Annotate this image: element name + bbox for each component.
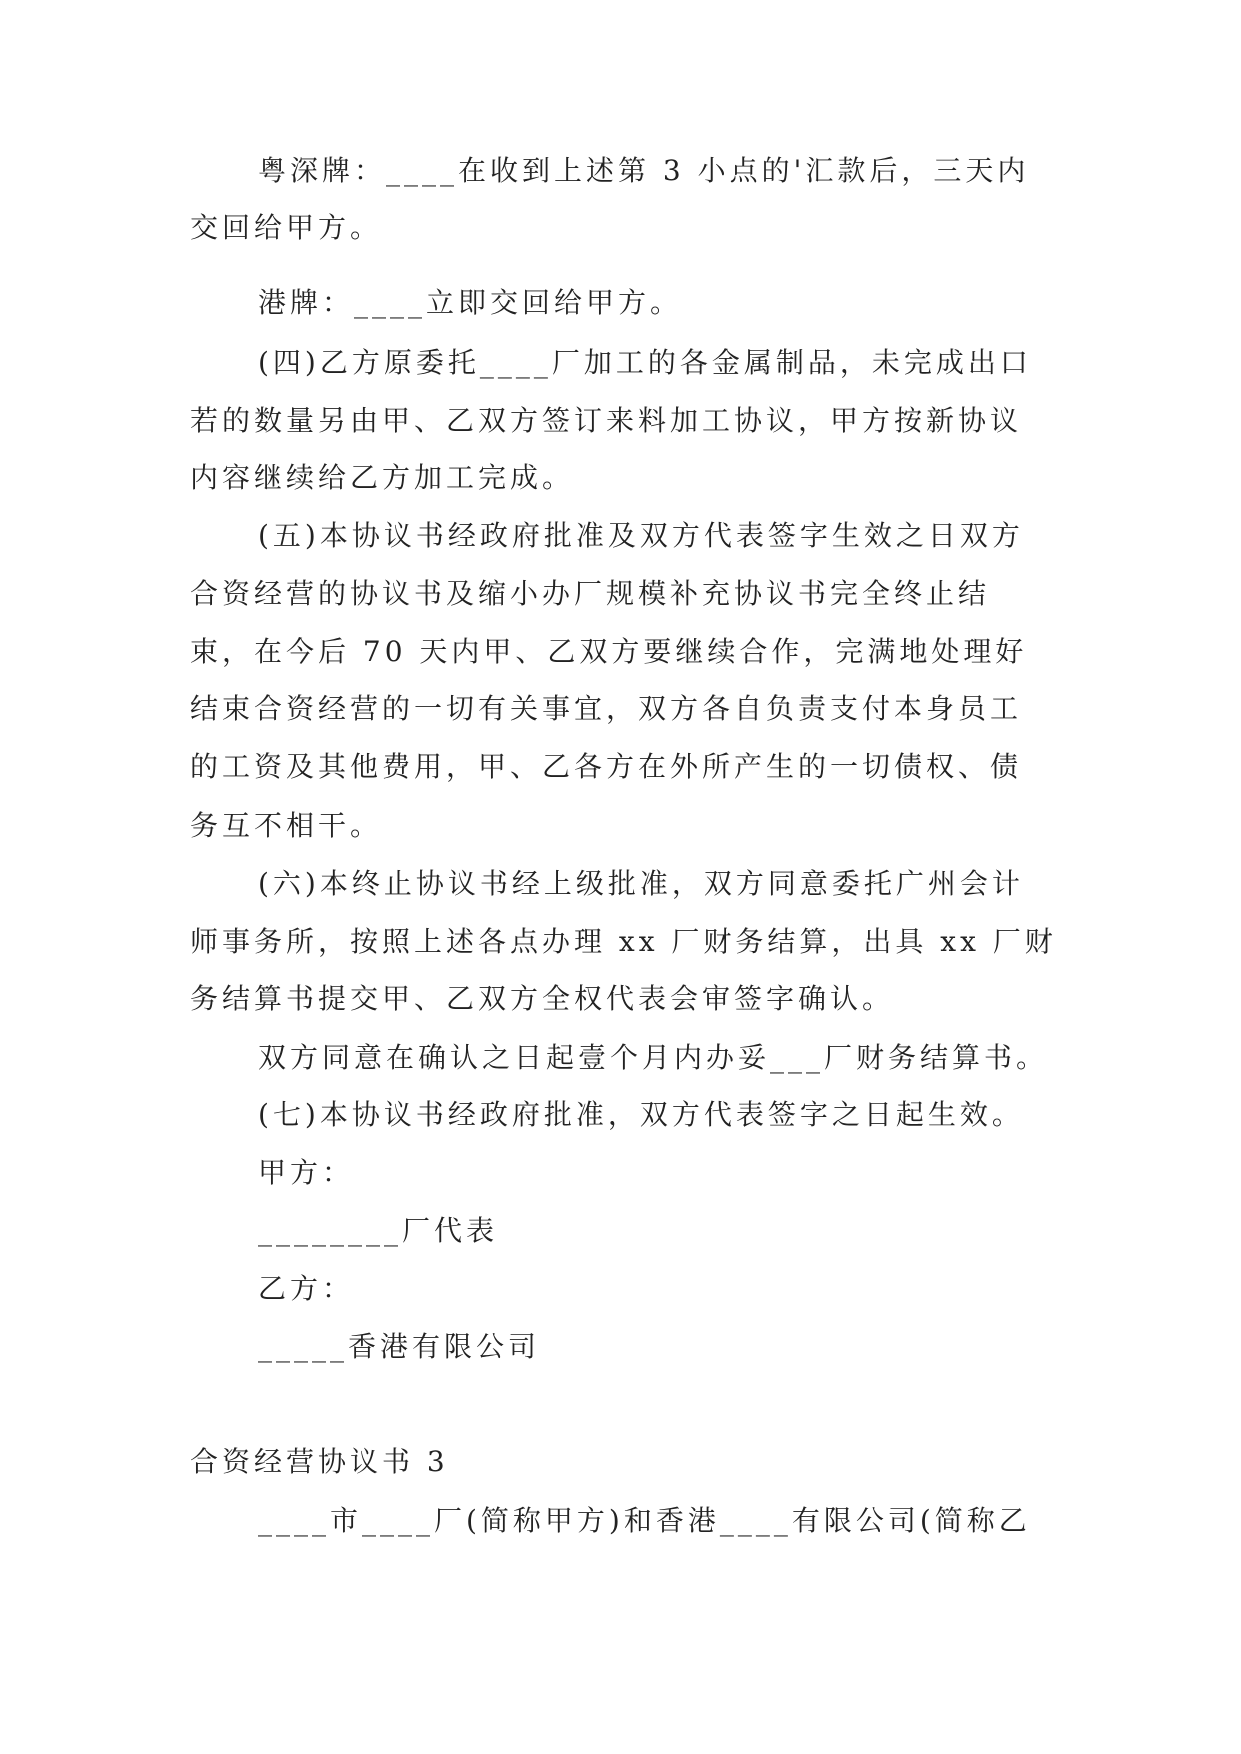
paragraph-line: 交回给甲方。	[190, 211, 383, 244]
paragraph-line: 合资经营的协议书及缩小办厂规模补充协议书完全终止结	[190, 577, 991, 610]
paragraph-line: 内容继续给乙方加工完成。	[190, 461, 575, 494]
signature-line: ________厂代表	[258, 1214, 499, 1247]
paragraph-line: 粤深牌：____在收到上述第 3 小点的'汇款后，三天内	[258, 154, 1030, 187]
signature-label: 甲方：	[258, 1156, 355, 1189]
paragraph-line: 结束合资经营的一切有关事宜，双方各自负责支付本身员工	[190, 692, 1023, 725]
signature-line: _____香港有限公司	[258, 1330, 541, 1363]
paragraph-line: (四)乙方原委托____厂加工的各金属制品，未完成出口	[258, 346, 1032, 379]
paragraph-line: 束，在今后 70 天内甲、乙双方要继续合作，完满地处理好	[190, 635, 1028, 668]
paragraph-line: (六)本终止协议书经上级批准，双方同意委托广州会计	[258, 867, 1024, 900]
paragraph-line: 务互不相干。	[190, 809, 383, 842]
paragraph-line: 若的数量另由甲、乙双方签订来料加工协议，甲方按新协议	[190, 404, 1023, 437]
paragraph-line: 双方同意在确认之日起壹个月内办妥___厂财务结算书。	[258, 1041, 1049, 1074]
signature-label: 乙方：	[258, 1272, 355, 1305]
paragraph-line: (五)本协议书经政府批准及双方代表签字生效之日双方	[258, 519, 1024, 552]
section-title: 合资经营协议书 3	[190, 1445, 449, 1478]
paragraph-line: (七)本协议书经政府批准，双方代表签字之日起生效。	[258, 1098, 1024, 1131]
paragraph-line: 务结算书提交甲、乙双方全权代表会审签字确认。	[190, 982, 895, 1015]
paragraph-line: 的工资及其他费用，甲、乙各方在外所产生的一切债权、债	[190, 750, 1023, 783]
paragraph-line: 港牌：____立即交回给甲方。	[258, 286, 683, 319]
paragraph-line: ____市____厂(简称甲方)和香港____有限公司(简称乙	[258, 1504, 1031, 1537]
paragraph-line: 师事务所，按照上述各点办理 xx 厂财务结算，出具 xx 厂财	[190, 925, 1057, 958]
